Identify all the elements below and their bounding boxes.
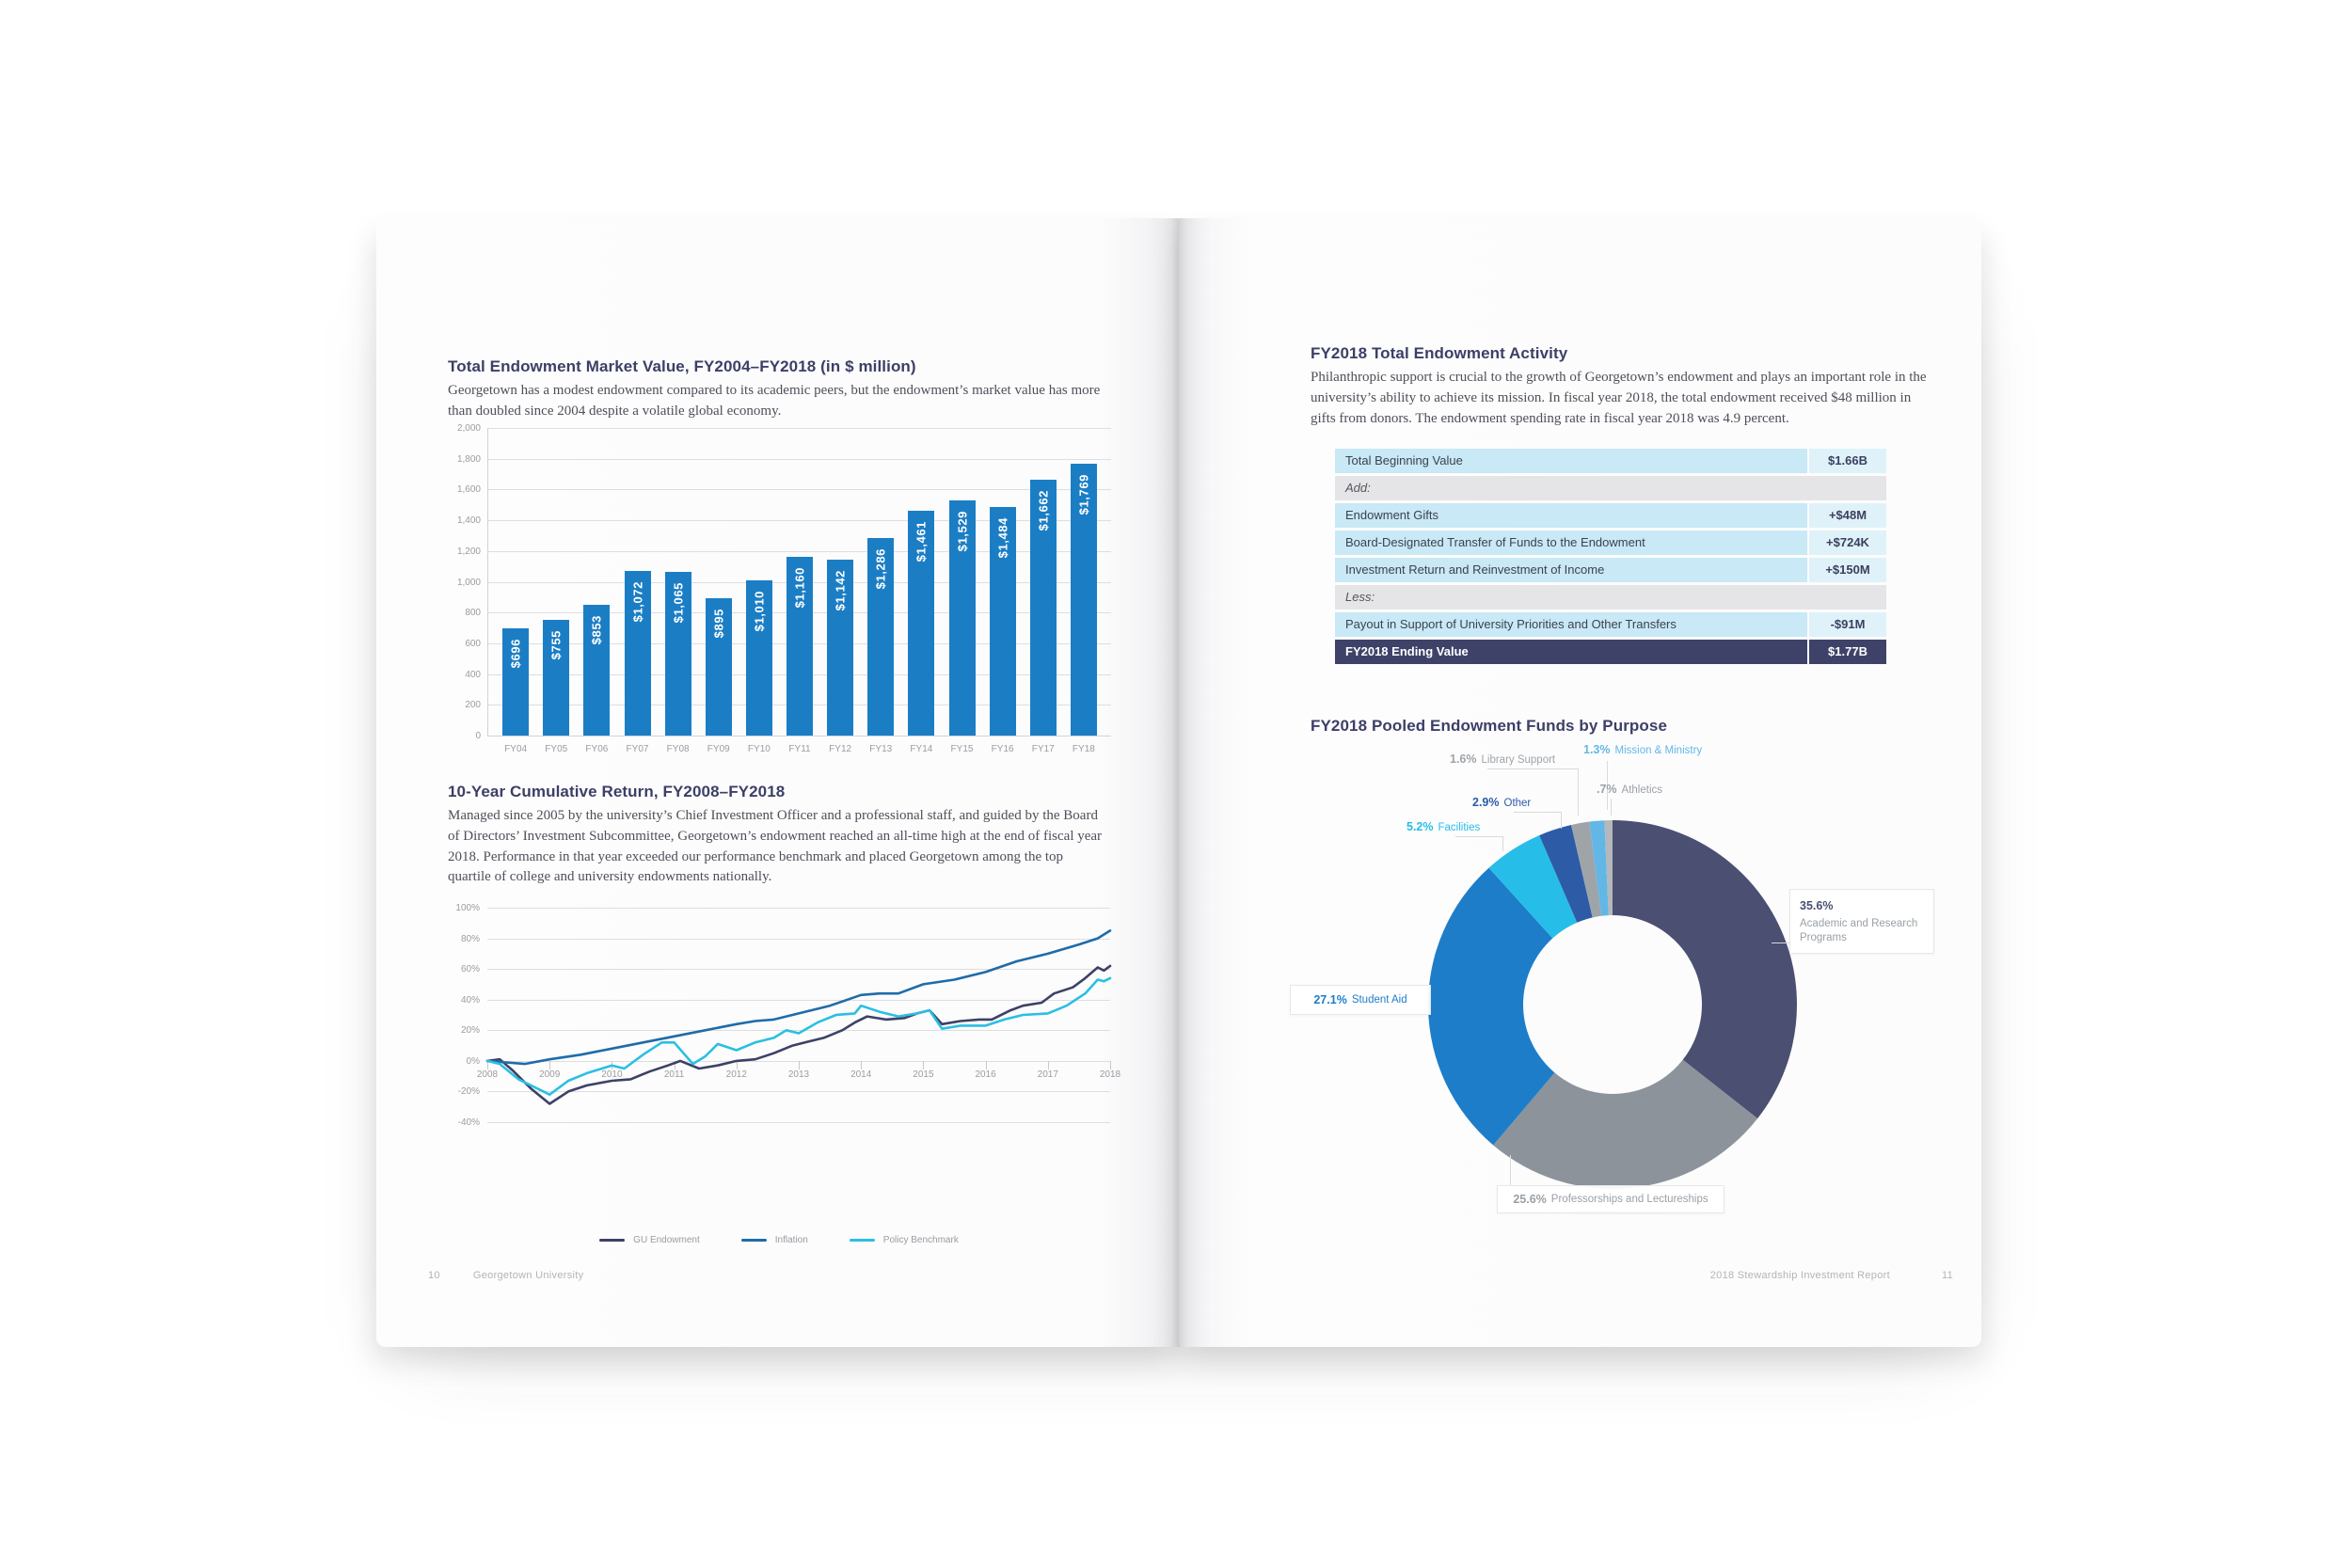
table-row	[1335, 640, 1886, 664]
bar-x-tick-label: FY05	[545, 744, 568, 754]
bar-chart-title: Total Endowment Market Value, FY2004–FY2018 (in $ million)	[448, 357, 916, 375]
bar-slot	[787, 428, 813, 754]
bar-x-tick-label: FY11	[788, 744, 811, 754]
facilities-label: Facilities	[1438, 822, 1481, 833]
bar-fy18	[1071, 464, 1097, 736]
legend-item	[741, 1235, 808, 1245]
leader-line	[1455, 836, 1502, 837]
line-chart-y-tick-label: 100%	[455, 903, 480, 913]
library-pct: 1.6%	[1450, 752, 1477, 766]
bar-x-tick-label: FY10	[747, 744, 771, 754]
bar-fy06	[583, 605, 610, 736]
bar-x-tick-label: FY18	[1072, 744, 1095, 754]
series-gu-endowment	[487, 966, 1110, 1104]
line-chart-x-tick-label: 2013	[787, 1069, 810, 1080]
bar-slot	[1030, 428, 1057, 754]
legend-item	[599, 1235, 700, 1245]
bar-x-tick-label: FY09	[707, 744, 730, 754]
bar-chart-y-tick-label: 0	[475, 731, 481, 741]
legend-swatch	[850, 1239, 875, 1242]
right-page	[1179, 218, 1981, 1347]
report-spread	[376, 218, 1981, 1347]
bar-value-label: $1,484	[995, 517, 1010, 559]
table-row-value: +$48M	[1809, 503, 1886, 528]
bar-slot	[583, 428, 610, 754]
other-label: Other	[1503, 798, 1532, 809]
callout-athletics	[1597, 781, 1662, 798]
bar-value-label: $755	[548, 629, 564, 659]
professorships-label: Professorships and Lectureships	[1550, 1194, 1708, 1205]
table-row-value: +$150M	[1809, 558, 1886, 582]
student-aid-label: Student Aid	[1351, 994, 1407, 1006]
legend-item	[850, 1235, 959, 1245]
bar-x-tick-label: FY04	[504, 744, 528, 754]
table-row-value: $1.66B	[1809, 449, 1886, 473]
cumulative-return-line-chart	[448, 903, 1121, 1284]
table-row-label: Board-Designated Transfer of Funds to the Endowment	[1335, 531, 1807, 555]
table-row-value: +$724K	[1809, 531, 1886, 555]
bar-chart-y-tick-label: 800	[465, 608, 481, 619]
table-row-label: Payout in Support of University Priorities and Other Transfers	[1335, 612, 1807, 637]
line-chart-x-tick-label: 2012	[725, 1069, 747, 1080]
library-label: Library Support	[1481, 754, 1556, 766]
bar-fy14	[908, 511, 934, 736]
callout-other	[1472, 794, 1531, 811]
donut-title: FY2018 Pooled Endowment Funds by Purpose	[1311, 717, 1668, 735]
activity-intro: Philanthropic support is crucial to the growth of Georgetown’s endowment and plays an important role in the university’s ability to achieve its mission. In fiscal year 2018, the total endowment received $48 million in gifts from donors. The endowment spending rate in fiscal year 2018 was 4.9 percent.	[1311, 370, 1927, 426]
student-aid-pct: 27.1%	[1313, 993, 1347, 1006]
bar-value-label: $1,286	[873, 547, 888, 590]
table-row-label: Investment Return and Reinvestment of Income	[1335, 558, 1807, 582]
athletics-label: Athletics	[1621, 784, 1663, 796]
bar-x-tick-label: FY12	[829, 744, 852, 754]
bar-slot	[990, 428, 1016, 754]
bar-slot	[746, 428, 772, 754]
table-row	[1335, 612, 1886, 637]
bar-chart-y-tick-label: 200	[465, 700, 481, 711]
bar-fy05	[543, 620, 569, 736]
line-chart-x-tick-label: 2016	[975, 1069, 996, 1080]
callout-professorships	[1497, 1185, 1724, 1213]
bar-x-tick-label: FY16	[991, 744, 1014, 754]
table-row-label: Total Beginning Value	[1335, 449, 1807, 473]
line-chart-title: 10-Year Cumulative Return, FY2008–FY2018	[448, 783, 786, 800]
bar-slot	[543, 428, 569, 754]
line-chart-x-tick-label: 2010	[601, 1069, 623, 1080]
bar-chart-y-tick-label: 1,400	[456, 515, 481, 527]
line-chart-x-tick-label: 2011	[663, 1069, 685, 1080]
table-row	[1335, 585, 1886, 610]
table-row-label: FY2018 Ending Value	[1335, 640, 1807, 664]
left-page	[376, 218, 1179, 1347]
table-row-value: $1.77B	[1809, 640, 1886, 664]
bar-fy13	[867, 538, 894, 736]
line-chart-y-tick-label: 80%	[460, 933, 480, 944]
callout-student-aid	[1290, 985, 1431, 1015]
bar-value-label: $853	[589, 614, 604, 644]
bar-x-tick-label: FY13	[869, 744, 893, 754]
legend-swatch	[599, 1239, 625, 1242]
callout-mission-ministry	[1583, 741, 1702, 758]
legend-label: GU Endowment	[633, 1235, 700, 1245]
line-chart-x-tick-label: 2018	[1099, 1069, 1121, 1080]
bar-slot	[625, 428, 651, 754]
line-chart-x-tick-label: 2008	[476, 1069, 499, 1080]
bar-value-label: $895	[711, 608, 726, 638]
line-chart-intro: Managed since 2005 by the university’s Chief Investment Officer and a professional staff, and guided by the Board of Directors’ Investment Subcommittee, Georgetown’s endowment reached an all-time high at the end of fiscal year 2018. Performance in that year exceeded our performance benchmark and placed Georgetown among the top quartile of college and university endowments nationally.	[448, 808, 1103, 885]
table-row-label: Endowment Gifts	[1335, 503, 1807, 528]
table-row	[1335, 449, 1886, 473]
callout-library-support	[1450, 751, 1555, 768]
line-chart-y-tick-label: -20%	[457, 1086, 480, 1098]
leader-line	[1561, 812, 1562, 829]
leader-line	[1510, 1155, 1511, 1185]
line-chart-x-tick-label: 2015	[913, 1069, 934, 1080]
bar-chart-plot-area	[456, 423, 1111, 754]
bar-slot	[867, 428, 894, 754]
bar-chart-y-tick-label: 1,600	[456, 484, 481, 496]
bar-slot	[665, 428, 691, 754]
leader-line	[1611, 799, 1612, 816]
bar-x-tick-label: FY14	[910, 744, 933, 754]
series-policy-benchmark	[487, 978, 1110, 1095]
leader-line	[1578, 768, 1579, 816]
line-chart-y-tick-label: 60%	[460, 964, 480, 975]
legend-swatch	[741, 1239, 767, 1242]
table-row	[1335, 558, 1886, 582]
line-chart-x-tick-label: 2009	[539, 1069, 561, 1080]
bar-fy10	[746, 580, 772, 736]
callout-facilities	[1406, 818, 1480, 835]
bar-x-tick-label: FY06	[585, 744, 609, 754]
donut-hole	[1523, 915, 1702, 1094]
academic-pct: 35.6%	[1800, 899, 1834, 912]
line-chart-y-tick-label: 20%	[460, 1025, 480, 1037]
bar-fy17	[1030, 480, 1057, 736]
bar-value-label: $1,142	[833, 570, 848, 611]
right-page-number: 11	[1941, 1270, 1953, 1281]
bar-chart-y-tick-label: 2,000	[456, 423, 481, 434]
professorships-pct: 25.6%	[1513, 1193, 1547, 1206]
line-chart-plot-area	[455, 903, 1121, 1128]
bar-chart-bars	[488, 428, 1111, 754]
bar-chart-y-tick-label: 1,200	[456, 546, 481, 557]
bar-slot	[1071, 428, 1097, 754]
bar-value-label: $1,769	[1076, 473, 1091, 515]
bar-chart-y-tick-label: 1,800	[456, 453, 481, 465]
bar-fy04	[502, 628, 529, 736]
bar-value-label: $1,529	[955, 511, 969, 552]
right-footer-text: 2018 Stewardship Investment Report	[1709, 1270, 1890, 1281]
bar-fy08	[665, 572, 691, 736]
bar-slot	[706, 428, 732, 754]
table-row	[1335, 476, 1886, 500]
table-row-value: -$91M	[1809, 612, 1886, 637]
leader-line	[1502, 836, 1503, 851]
bar-x-tick-label: FY15	[950, 744, 974, 754]
bar-chart-intro: Georgetown has a modest endowment compared to its academic peers, but the endowment’s market value has more than doubled since 2004 despite a volatile global economy.	[448, 383, 1101, 419]
endowment-market-value-bar-chart	[448, 423, 1110, 767]
academic-label: Academic and Research Programs	[1800, 918, 1918, 943]
bar-fy09	[706, 598, 732, 736]
bar-fy12	[827, 560, 853, 736]
bar-fy11	[787, 557, 813, 736]
line-chart-x-tick	[1110, 1061, 1111, 1069]
bar-fy15	[949, 500, 976, 736]
activity-title: FY2018 Total Endowment Activity	[1311, 344, 1568, 362]
pooled-funds-donut-chart	[1415, 807, 1810, 1202]
line-chart-y-tick-label: 0%	[466, 1055, 480, 1067]
other-pct: 2.9%	[1472, 796, 1500, 809]
endowment-activity-table	[1335, 449, 1886, 667]
mission-pct: 1.3%	[1583, 743, 1611, 756]
table-row	[1335, 503, 1886, 528]
bar-fy16	[990, 507, 1016, 736]
line-chart-x-tick-label: 2017	[1037, 1069, 1058, 1080]
bar-value-label: $1,160	[792, 567, 807, 609]
bar-value-label: $1,461	[914, 521, 929, 562]
bar-value-label: $696	[508, 639, 523, 669]
leader-line	[1487, 768, 1578, 769]
bar-fy07	[625, 571, 651, 736]
bar-value-label: $1,662	[1036, 490, 1051, 531]
left-page-number: 10	[428, 1270, 440, 1281]
bar-x-tick-label: FY17	[1031, 744, 1055, 754]
bar-slot	[502, 428, 529, 754]
callout-academic-research	[1789, 889, 1934, 954]
legend-label: Inflation	[774, 1235, 808, 1245]
right-page-footer	[1710, 1270, 1953, 1281]
legend-label: Policy Benchmark	[882, 1235, 959, 1245]
bar-value-label: $1,072	[630, 580, 644, 623]
bar-value-label: $1,010	[752, 590, 767, 632]
table-row	[1335, 531, 1886, 555]
left-footer-text: Georgetown University	[472, 1270, 584, 1281]
table-row-label: Add:	[1335, 476, 1886, 500]
facilities-pct: 5.2%	[1406, 820, 1434, 833]
line-chart-y-tick-label: -40%	[457, 1117, 480, 1128]
line-chart-x-tick-label: 2014	[850, 1069, 872, 1080]
bar-x-tick-label: FY08	[666, 744, 690, 754]
line-chart-gridline	[457, 1117, 1110, 1128]
bar-chart-y-tick-label: 600	[465, 638, 481, 649]
bar-chart-y-tick-label: 1,000	[456, 577, 481, 588]
bar-chart-y-tick-label: 400	[465, 669, 481, 680]
left-page-footer	[428, 1270, 583, 1281]
bar-slot	[908, 428, 934, 754]
athletics-pct: .7%	[1597, 783, 1617, 796]
table-row-label: Less:	[1335, 585, 1886, 610]
mission-label: Mission & Ministry	[1614, 745, 1703, 756]
line-chart-y-tick-label: 40%	[460, 994, 480, 1006]
bar-value-label: $1,065	[671, 581, 686, 624]
leader-line	[1514, 812, 1561, 813]
bar-slot	[827, 428, 853, 754]
line-chart-series-svg	[487, 908, 1110, 1122]
bar-x-tick-label: FY07	[626, 744, 649, 754]
bar-slot	[949, 428, 976, 754]
line-chart-legend	[448, 1235, 1110, 1245]
